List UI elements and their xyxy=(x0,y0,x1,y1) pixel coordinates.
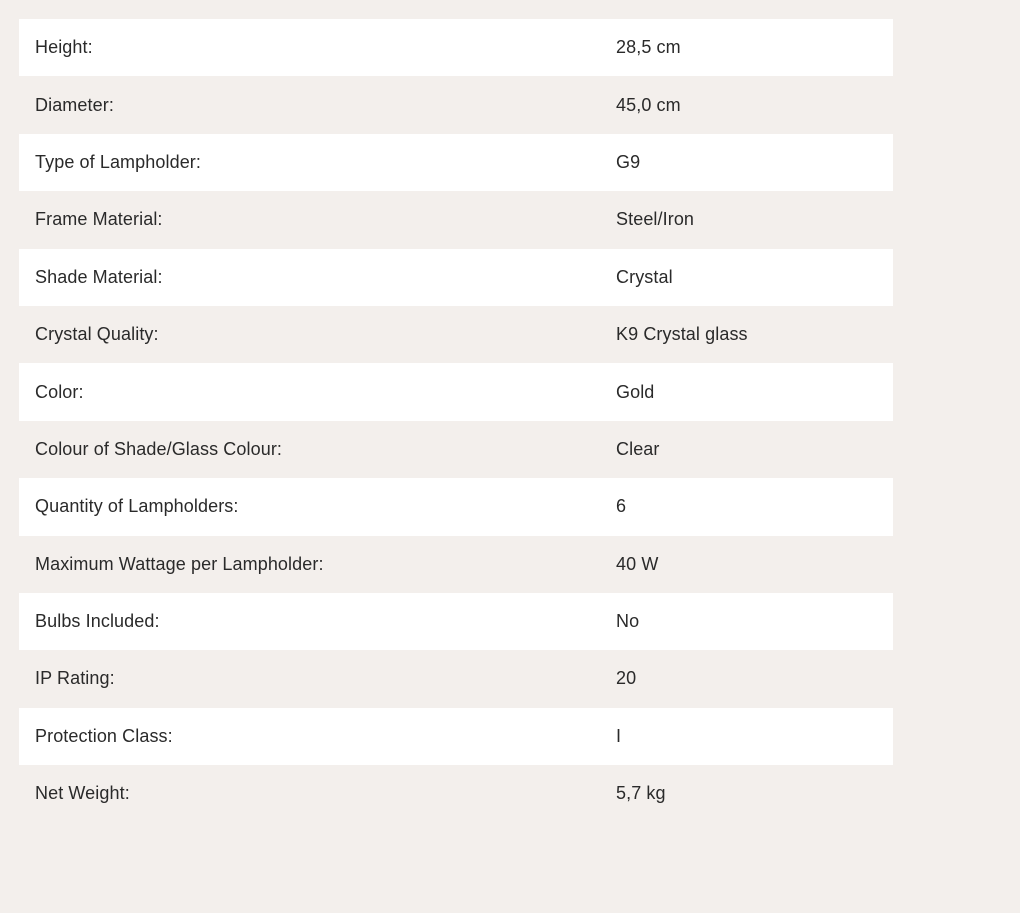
spec-row-max-wattage xyxy=(19,536,893,593)
spec-label: IP Rating: xyxy=(35,668,115,689)
spec-value: Crystal xyxy=(616,266,673,287)
spec-value: K9 Crystal glass xyxy=(616,324,748,345)
spec-label: Crystal Quality: xyxy=(35,324,159,345)
spec-value: 28,5 cm xyxy=(616,37,681,58)
spec-value: 40 W xyxy=(616,553,659,574)
spec-row-diameter xyxy=(19,76,893,133)
spec-label: Net Weight: xyxy=(35,783,130,804)
spec-value: 6 xyxy=(616,496,627,517)
spec-row-color xyxy=(19,363,893,420)
spec-value: 45,0 cm xyxy=(616,94,681,115)
spec-row-shade-colour xyxy=(19,421,893,478)
spec-value: 5,7 kg xyxy=(616,783,666,804)
spec-row-net-weight xyxy=(19,765,893,822)
spec-label: Type of Lampholder: xyxy=(35,151,202,172)
spec-value: Steel/Iron xyxy=(616,209,695,230)
spec-row-bulbs-included xyxy=(19,593,893,650)
spec-label: Diameter: xyxy=(35,94,114,115)
spec-label: Frame Material: xyxy=(35,209,163,230)
spec-value: No xyxy=(616,611,640,632)
spec-label: Maximum Wattage per Lampholder: xyxy=(35,553,324,574)
spec-label: Color: xyxy=(35,381,84,402)
spec-label: Quantity of Lampholders: xyxy=(35,496,239,517)
spec-value: Gold xyxy=(616,381,655,402)
spec-label: Protection Class: xyxy=(35,725,173,746)
spec-value: I xyxy=(616,725,622,746)
spec-row-lampholder-type xyxy=(19,134,893,191)
spec-row-protection-class xyxy=(19,708,893,765)
spec-value: Clear xyxy=(616,438,660,459)
spec-value: G9 xyxy=(616,151,641,172)
spec-row-height xyxy=(19,19,893,76)
spec-row-ip-rating xyxy=(19,650,893,707)
spec-value: 20 xyxy=(616,668,637,689)
spec-label: Bulbs Included: xyxy=(35,611,160,632)
spec-row-frame-material xyxy=(19,191,893,248)
spec-row-crystal-quality xyxy=(19,306,893,363)
spec-label: Height: xyxy=(35,37,93,58)
spec-label: Shade Material: xyxy=(35,266,163,287)
spec-row-shade-material xyxy=(19,249,893,306)
spec-row-lampholder-quantity xyxy=(19,478,893,535)
specifications-table xyxy=(19,19,893,822)
spec-label: Colour of Shade/Glass Colour: xyxy=(35,438,283,459)
